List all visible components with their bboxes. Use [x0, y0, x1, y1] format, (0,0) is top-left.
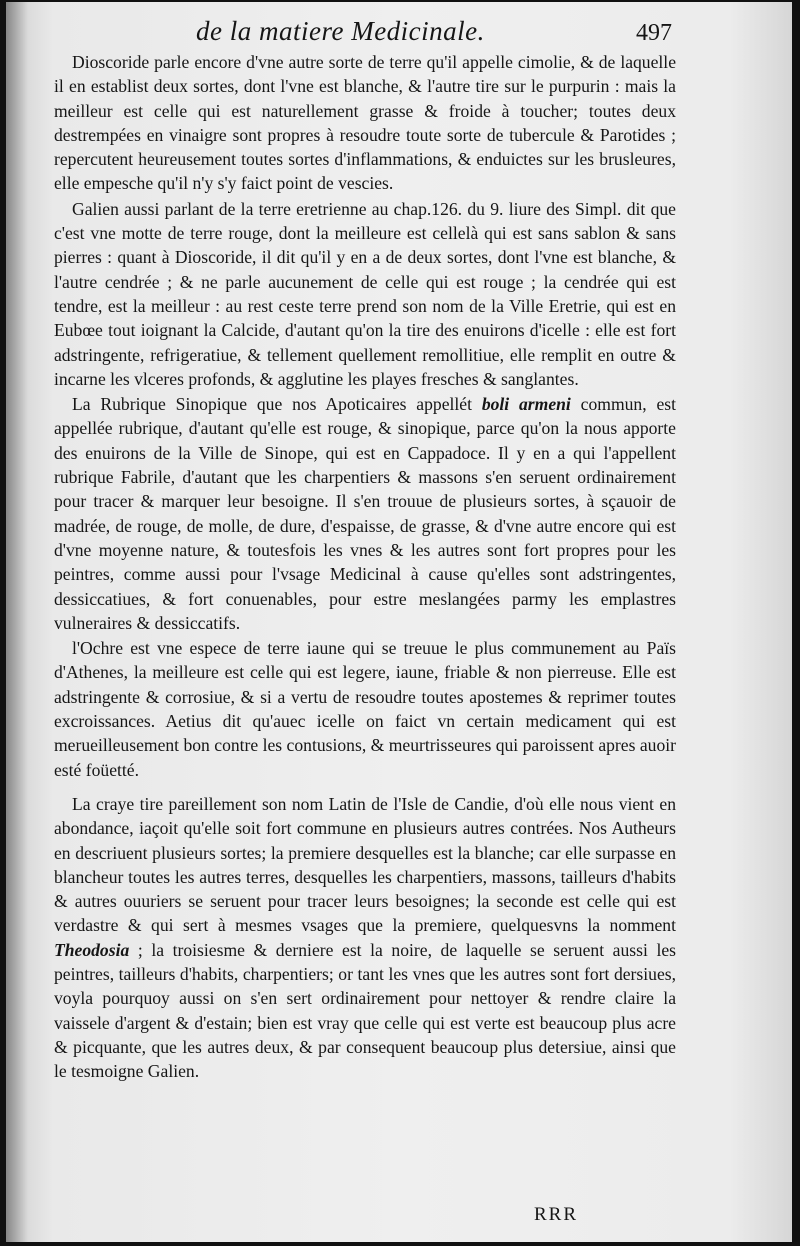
page-number: 497 [636, 20, 672, 46]
paragraph-craye-text-start: La craye tire pareillement son nom Latin de l'Isle de Candie, d'où elle nous vient en abondance, iaçoit qu'elle soit fort commune en plusieurs autres contrées. Nos Autheurs en descriuent plusieurs sortes; la premiere desquelles est la blanche; car elle surpasse en blancheur toutes les autres terres, desquelles les charpentiers, massons, tailleurs d'habits & autres ouuriers se seruent pour tracer leurs besoignes; la seconde est celle qui est verdastre & qui sert à mesmes vsages que la premiere, quelquesvns la nomment [54, 793, 676, 936]
running-title: de la matiere Medicinale. [196, 16, 485, 46]
body-text [54, 50, 676, 1083]
signature-mark: RRR [534, 1204, 579, 1225]
spine-shadow [6, 2, 28, 1242]
paragraph-ochre: l'Ochre est vne espece de terre iaune qui se treuue le plus communement au Païs d'Athenes, la meilleure est celle qui est legere, iaune, friable & non pierreuse. Elle est adstringente & corrosiue, & si a vertu de resoudre toutes apostemes & reprimer toutes excroissances. Aetius dit qu'auec icelle on faict vn certain medicament qui est merueilleusement bon contre les contusions, & meurtrisseures qui paroissent apres auoir esté foüetté. [54, 638, 676, 780]
paragraph-cimolie: Dioscoride parle encore d'vne autre sorte de terre qu'il appelle cimolie, & de laquelle il en establist deux sortes, dont l'vne est blanche, & l'autre tire sur le purpurin : mais la meilleur est celle qui est naturellement grasse & froide à toucher; toutes deux destrempées en vinaigre sont propres à resoudre toute sorte de tubercule & Parotides ; repercutent heureusement toutes sortes d'inflammations, & enduictes sur les brusleures, elle empesche qu'il n'y s'y faict point de vescies. [54, 52, 676, 194]
paragraph-rubrique-text-start: La Rubrique Sinopique que nos Apoticaires appellét [72, 394, 482, 415]
page-header [6, 16, 792, 50]
paragraph-rubrique-text-end: commun, est appellée rubrique, d'autant qu'elle est rouge, & sinopique, parce qu'on la nous apporte des enuirons de la Ville de Sinope, qui est en Cappadoce. Il y en a qui l'appellent rubrique Fabrile, d'autant que les charpentiers & massons s'en seruent ordinairement pour tracer & marquer leur besoigne. Il s'en trouue de plusieurs sortes, à sçauoir de madrée, de rouge, de molle, de dure, d'espaisse, de grasse, & d'vne autre encore qui est d'vne moyenne nature, & toutesfois les vnes & les autres sont fort propres pour les peintres, comme aussi pour l'vsage Medicinal à cause qu'elles sont adstringentes, dessiccatiues, & fort conuenables, pour estre meslangées parmy les emplastres vulneraires & dessiccatifs. [54, 394, 676, 633]
boli-armeni-term: boli armeni [481, 394, 571, 415]
paragraph-eretrienne: Galien aussi parlant de la terre eretrienne au chap.126. du 9. liure des Simpl. dit que c'est vne motte de terre rouge, dont la meilleure est cellelà qui est sans sablon & sans pierres : quant à Dioscoride, il dit qu'il y en a de deux sortes, dont l'vne est blanche, & l'autre cendrée ; & ne parle aucunement de celle qui est rouge ; la cendrée qui est tendre, est la meilleur : au rest ceste terre prend son nom de la Ville Eretrie, qui est en Eubœe tout ioignant la Calcide, d'autant qu'on la tire des enuirons d'icelle : elle est fort adstringente, refrigeratiue, & tellement quellement remollitiue, elle remplit en outre & incarne les vlceres profonds, & agglutine les playes fresches & sanglantes. [54, 198, 676, 389]
book-page [6, 2, 792, 1242]
paragraph-craye-text-end: ; la troisiesme & derniere est la noire, de laquelle se seruent aussi les peintres, tailleurs d'habits, charpentiers; or tant les vnes que les autres sont fort dersiues, voyla pourquoy aussi on s'en sert ordinairement pour nettoyer & rendre claire la vaissele d'argent & d'estain; bien est vray que celle qui est verte est beaucoup plus acre & picquante, que les autres deux, & par consequent beaucoup plus detersiue, ainsi que le tesmoigne Galien. [54, 939, 676, 1082]
theodosia-term: Theodosia [54, 939, 130, 960]
paragraph-rubrique [54, 392, 676, 635]
paragraph-craye [54, 792, 676, 1084]
